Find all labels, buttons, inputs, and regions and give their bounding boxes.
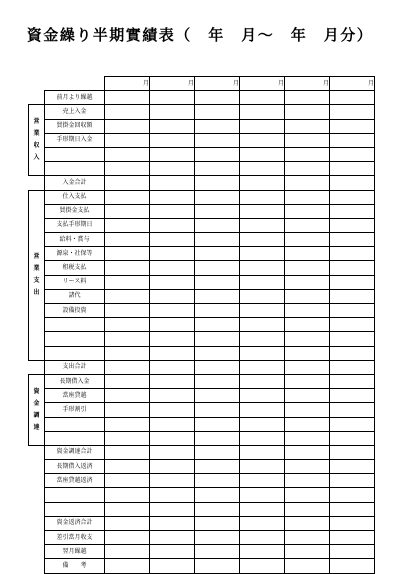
value-cell[interactable] <box>150 318 195 332</box>
value-cell[interactable] <box>105 261 150 275</box>
table-row <box>29 389 375 403</box>
row-label: 手形期日入金 <box>45 133 105 147</box>
month-header: 月 <box>285 77 330 91</box>
value-cell[interactable] <box>150 332 195 346</box>
value-cell[interactable] <box>195 218 240 232</box>
value-cell[interactable] <box>330 176 375 190</box>
value-cell[interactable] <box>105 162 150 176</box>
table-row <box>29 545 375 559</box>
value-cell[interactable] <box>330 374 375 388</box>
value-cell[interactable] <box>330 105 375 119</box>
value-cell[interactable] <box>150 275 195 289</box>
value-cell[interactable] <box>105 91 150 105</box>
value-cell[interactable] <box>105 531 150 545</box>
value-cell[interactable] <box>330 403 375 417</box>
value-cell[interactable] <box>195 516 240 530</box>
value-cell[interactable] <box>285 545 330 559</box>
value-cell[interactable] <box>240 218 285 232</box>
value-cell[interactable] <box>150 162 195 176</box>
table-row <box>29 474 375 488</box>
row-label: 給料・賞与 <box>45 233 105 247</box>
row-label <box>45 332 105 346</box>
value-cell[interactable] <box>195 162 240 176</box>
row-spacer <box>29 488 45 502</box>
row-spacer <box>29 176 45 190</box>
value-cell[interactable] <box>285 133 330 147</box>
value-cell[interactable] <box>105 275 150 289</box>
page-title: 資金繰り半期實績表（ 年 月～ 年 月分） <box>26 26 374 44</box>
header-spacer <box>29 77 45 91</box>
row-label: 支払手形期日 <box>45 218 105 232</box>
row-spacer <box>29 516 45 530</box>
value-cell[interactable] <box>195 289 240 303</box>
value-cell[interactable] <box>285 445 330 459</box>
value-cell[interactable] <box>150 474 195 488</box>
value-cell[interactable] <box>105 488 150 502</box>
value-cell[interactable] <box>240 261 285 275</box>
value-cell[interactable] <box>240 516 285 530</box>
table-row <box>29 218 375 232</box>
value-cell[interactable] <box>330 233 375 247</box>
table-row <box>29 431 375 445</box>
header-row <box>29 77 375 91</box>
value-cell[interactable] <box>150 176 195 190</box>
value-cell[interactable] <box>330 460 375 474</box>
row-label: 資金調達合計 <box>45 445 105 459</box>
value-cell[interactable] <box>195 147 240 161</box>
value-cell[interactable] <box>240 474 285 488</box>
value-cell[interactable] <box>240 318 285 332</box>
value-cell[interactable] <box>195 261 240 275</box>
value-cell[interactable] <box>240 176 285 190</box>
month-header: 月 <box>195 77 240 91</box>
value-cell[interactable] <box>150 545 195 559</box>
value-cell[interactable] <box>330 431 375 445</box>
row-label <box>45 417 105 431</box>
value-cell[interactable] <box>285 488 330 502</box>
value-cell[interactable] <box>330 488 375 502</box>
value-cell[interactable] <box>330 545 375 559</box>
row-spacer <box>29 445 45 459</box>
table-row <box>29 190 375 204</box>
value-cell[interactable] <box>285 460 330 474</box>
value-cell[interactable] <box>240 304 285 318</box>
table-row <box>29 261 375 275</box>
value-cell[interactable] <box>105 204 150 218</box>
month-header: 月 <box>240 77 285 91</box>
value-cell[interactable] <box>105 119 150 133</box>
value-cell[interactable] <box>150 346 195 360</box>
value-cell[interactable] <box>240 162 285 176</box>
value-cell[interactable] <box>195 332 240 346</box>
value-cell[interactable] <box>105 218 150 232</box>
table-row <box>29 162 375 176</box>
value-cell[interactable] <box>150 105 195 119</box>
value-cell[interactable] <box>240 431 285 445</box>
value-cell[interactable] <box>240 403 285 417</box>
value-cell[interactable] <box>195 190 240 204</box>
value-cell[interactable] <box>285 374 330 388</box>
value-cell[interactable] <box>150 516 195 530</box>
value-cell[interactable] <box>105 133 150 147</box>
value-cell[interactable] <box>240 502 285 516</box>
value-cell[interactable] <box>240 204 285 218</box>
table-row <box>29 360 375 374</box>
value-cell[interactable] <box>195 275 240 289</box>
value-cell[interactable] <box>330 218 375 232</box>
value-cell[interactable] <box>285 119 330 133</box>
value-cell[interactable] <box>105 474 150 488</box>
value-cell[interactable] <box>105 289 150 303</box>
row-label: 支出合計 <box>45 360 105 374</box>
value-cell[interactable] <box>240 105 285 119</box>
group-label: 営 業 収 入 <box>29 105 45 176</box>
month-header: 月 <box>330 77 375 91</box>
row-label: 売上入金 <box>45 105 105 119</box>
value-cell[interactable] <box>195 460 240 474</box>
table-row <box>29 119 375 133</box>
value-cell[interactable] <box>285 389 330 403</box>
value-cell[interactable] <box>105 247 150 261</box>
value-cell[interactable] <box>105 105 150 119</box>
row-spacer <box>29 91 45 105</box>
value-cell[interactable] <box>330 417 375 431</box>
value-cell[interactable] <box>285 360 330 374</box>
value-cell[interactable] <box>285 474 330 488</box>
value-cell[interactable] <box>240 374 285 388</box>
value-cell[interactable] <box>240 488 285 502</box>
value-cell[interactable] <box>105 304 150 318</box>
value-cell[interactable] <box>285 247 330 261</box>
table-row <box>29 133 375 147</box>
value-cell[interactable] <box>330 502 375 516</box>
group-label: 資 金 調 達 <box>29 374 45 445</box>
value-cell[interactable] <box>195 360 240 374</box>
value-cell[interactable] <box>195 559 240 573</box>
table-row <box>29 318 375 332</box>
value-cell[interactable] <box>330 147 375 161</box>
value-cell[interactable] <box>240 275 285 289</box>
table-row <box>29 488 375 502</box>
value-cell[interactable] <box>285 176 330 190</box>
value-cell[interactable] <box>195 176 240 190</box>
value-cell[interactable] <box>105 147 150 161</box>
value-cell[interactable] <box>195 204 240 218</box>
value-cell[interactable] <box>195 133 240 147</box>
value-cell[interactable] <box>330 304 375 318</box>
table-row <box>29 502 375 516</box>
row-spacer <box>29 460 45 474</box>
value-cell[interactable] <box>240 389 285 403</box>
value-cell[interactable] <box>330 332 375 346</box>
group-label: 営 業 支 出 <box>29 190 45 360</box>
row-label: 源泉・社保等 <box>45 247 105 261</box>
value-cell[interactable] <box>285 162 330 176</box>
value-cell[interactable] <box>150 488 195 502</box>
row-label <box>45 162 105 176</box>
value-cell[interactable] <box>195 389 240 403</box>
row-label: 仕入支払 <box>45 190 105 204</box>
table-row <box>29 346 375 360</box>
month-header: 月 <box>150 77 195 91</box>
table-row <box>29 233 375 247</box>
value-cell[interactable] <box>150 389 195 403</box>
value-cell[interactable] <box>195 233 240 247</box>
row-label <box>45 431 105 445</box>
value-cell[interactable] <box>240 233 285 247</box>
value-cell[interactable] <box>150 247 195 261</box>
value-cell[interactable] <box>105 431 150 445</box>
value-cell[interactable] <box>330 474 375 488</box>
value-cell[interactable] <box>105 502 150 516</box>
table-row <box>29 275 375 289</box>
table-row <box>29 403 375 417</box>
value-cell[interactable] <box>150 431 195 445</box>
value-cell[interactable] <box>150 360 195 374</box>
value-cell[interactable] <box>195 531 240 545</box>
value-cell[interactable] <box>285 304 330 318</box>
value-cell[interactable] <box>195 374 240 388</box>
value-cell[interactable] <box>105 403 150 417</box>
value-cell[interactable] <box>330 275 375 289</box>
value-cell[interactable] <box>105 332 150 346</box>
table-row <box>29 374 375 388</box>
value-cell[interactable] <box>150 133 195 147</box>
value-cell[interactable] <box>195 304 240 318</box>
value-cell[interactable] <box>150 204 195 218</box>
value-cell[interactable] <box>330 531 375 545</box>
value-cell[interactable] <box>150 261 195 275</box>
value-cell[interactable] <box>150 147 195 161</box>
value-cell[interactable] <box>285 417 330 431</box>
table-row <box>29 304 375 318</box>
value-cell[interactable] <box>195 346 240 360</box>
value-cell[interactable] <box>240 559 285 573</box>
row-label: 翌月繰越 <box>45 545 105 559</box>
table-row <box>29 204 375 218</box>
value-cell[interactable] <box>240 247 285 261</box>
value-cell[interactable] <box>330 318 375 332</box>
value-cell[interactable] <box>285 559 330 573</box>
value-cell[interactable] <box>285 403 330 417</box>
table-row <box>29 417 375 431</box>
value-cell[interactable] <box>330 289 375 303</box>
value-cell[interactable] <box>150 417 195 431</box>
table-row <box>29 176 375 190</box>
value-cell[interactable] <box>150 403 195 417</box>
table-row <box>29 445 375 459</box>
value-cell[interactable] <box>105 559 150 573</box>
value-cell[interactable] <box>150 460 195 474</box>
value-cell[interactable] <box>330 133 375 147</box>
value-cell[interactable] <box>285 218 330 232</box>
row-label: 諸代 <box>45 289 105 303</box>
value-cell[interactable] <box>195 417 240 431</box>
value-cell[interactable] <box>240 445 285 459</box>
row-spacer <box>29 559 45 573</box>
value-cell[interactable] <box>330 162 375 176</box>
row-label <box>45 488 105 502</box>
row-label: 設備投資 <box>45 304 105 318</box>
value-cell[interactable] <box>240 91 285 105</box>
row-label: リース料 <box>45 275 105 289</box>
value-cell[interactable] <box>195 247 240 261</box>
value-cell[interactable] <box>285 289 330 303</box>
row-label: 資金返済合計 <box>45 516 105 530</box>
value-cell[interactable] <box>195 105 240 119</box>
row-label: 買掛金回収額 <box>45 119 105 133</box>
value-cell[interactable] <box>285 233 330 247</box>
value-cell[interactable] <box>285 105 330 119</box>
row-label: 買掛金支払 <box>45 204 105 218</box>
row-label <box>45 502 105 516</box>
value-cell[interactable] <box>105 445 150 459</box>
value-cell[interactable] <box>240 531 285 545</box>
value-cell[interactable] <box>150 559 195 573</box>
row-label: 備 考 <box>45 559 105 573</box>
value-cell[interactable] <box>330 190 375 204</box>
row-label: 當座貸越 <box>45 389 105 403</box>
value-cell[interactable] <box>330 346 375 360</box>
value-cell[interactable] <box>285 332 330 346</box>
value-cell[interactable] <box>285 431 330 445</box>
value-cell[interactable] <box>240 545 285 559</box>
value-cell[interactable] <box>105 516 150 530</box>
value-cell[interactable] <box>150 190 195 204</box>
month-header: 月 <box>105 77 150 91</box>
value-cell[interactable] <box>285 516 330 530</box>
value-cell[interactable] <box>285 346 330 360</box>
value-cell[interactable] <box>330 261 375 275</box>
value-cell[interactable] <box>285 275 330 289</box>
value-cell[interactable] <box>330 559 375 573</box>
value-cell[interactable] <box>150 289 195 303</box>
value-cell[interactable] <box>150 119 195 133</box>
value-cell[interactable] <box>330 247 375 261</box>
table-row <box>29 289 375 303</box>
value-cell[interactable] <box>195 318 240 332</box>
table-row <box>29 460 375 474</box>
row-label: 長期借入金 <box>45 374 105 388</box>
value-cell[interactable] <box>240 190 285 204</box>
value-cell[interactable] <box>150 304 195 318</box>
value-cell[interactable] <box>240 332 285 346</box>
value-cell[interactable] <box>195 91 240 105</box>
value-cell[interactable] <box>150 91 195 105</box>
table-row <box>29 516 375 530</box>
table-row <box>29 559 375 573</box>
value-cell[interactable] <box>150 531 195 545</box>
row-label: 當座貸越返済 <box>45 474 105 488</box>
row-label: 手形割引 <box>45 403 105 417</box>
value-cell[interactable] <box>105 190 150 204</box>
value-cell[interactable] <box>105 233 150 247</box>
cash-flow-table <box>28 76 375 574</box>
header-blank <box>45 77 105 91</box>
row-spacer <box>29 545 45 559</box>
row-spacer <box>29 474 45 488</box>
value-cell[interactable] <box>330 516 375 530</box>
value-cell[interactable] <box>330 445 375 459</box>
table-row <box>29 247 375 261</box>
row-label: 長期借入返済 <box>45 460 105 474</box>
row-label <box>45 318 105 332</box>
value-cell[interactable] <box>240 360 285 374</box>
value-cell[interactable] <box>195 545 240 559</box>
value-cell[interactable] <box>240 346 285 360</box>
value-cell[interactable] <box>105 545 150 559</box>
value-cell[interactable] <box>195 488 240 502</box>
value-cell[interactable] <box>195 403 240 417</box>
value-cell[interactable] <box>105 318 150 332</box>
table-row <box>29 147 375 161</box>
value-cell[interactable] <box>105 374 150 388</box>
value-cell[interactable] <box>105 346 150 360</box>
value-cell[interactable] <box>195 119 240 133</box>
value-cell[interactable] <box>195 502 240 516</box>
table-row <box>29 105 375 119</box>
value-cell[interactable] <box>150 374 195 388</box>
value-cell[interactable] <box>150 233 195 247</box>
value-cell[interactable] <box>105 360 150 374</box>
value-cell[interactable] <box>150 445 195 459</box>
value-cell[interactable] <box>105 460 150 474</box>
value-cell[interactable] <box>240 417 285 431</box>
row-label <box>45 346 105 360</box>
value-cell[interactable] <box>285 531 330 545</box>
value-cell[interactable] <box>240 289 285 303</box>
value-cell[interactable] <box>240 119 285 133</box>
value-cell[interactable] <box>105 176 150 190</box>
value-cell[interactable] <box>285 502 330 516</box>
value-cell[interactable] <box>330 389 375 403</box>
value-cell[interactable] <box>195 474 240 488</box>
value-cell[interactable] <box>285 190 330 204</box>
value-cell[interactable] <box>285 91 330 105</box>
row-spacer <box>29 360 45 374</box>
row-spacer <box>29 531 45 545</box>
table-row <box>29 531 375 545</box>
value-cell[interactable] <box>285 147 330 161</box>
value-cell[interactable] <box>240 133 285 147</box>
value-cell[interactable] <box>285 204 330 218</box>
value-cell[interactable] <box>330 119 375 133</box>
value-cell[interactable] <box>330 360 375 374</box>
value-cell[interactable] <box>105 417 150 431</box>
row-label: 入金合計 <box>45 176 105 190</box>
value-cell[interactable] <box>240 147 285 161</box>
value-cell[interactable] <box>150 218 195 232</box>
value-cell[interactable] <box>285 261 330 275</box>
row-label: 差引當月收支 <box>45 531 105 545</box>
value-cell[interactable] <box>150 502 195 516</box>
value-cell[interactable] <box>195 445 240 459</box>
value-cell[interactable] <box>195 431 240 445</box>
table-row <box>29 332 375 346</box>
value-cell[interactable] <box>330 91 375 105</box>
row-spacer <box>29 502 45 516</box>
row-label <box>45 147 105 161</box>
value-cell[interactable] <box>330 204 375 218</box>
value-cell[interactable] <box>105 389 150 403</box>
value-cell[interactable] <box>240 460 285 474</box>
value-cell[interactable] <box>285 318 330 332</box>
row-label: 前月より繰越 <box>45 91 105 105</box>
row-label: 租税支払 <box>45 261 105 275</box>
table-row <box>29 91 375 105</box>
